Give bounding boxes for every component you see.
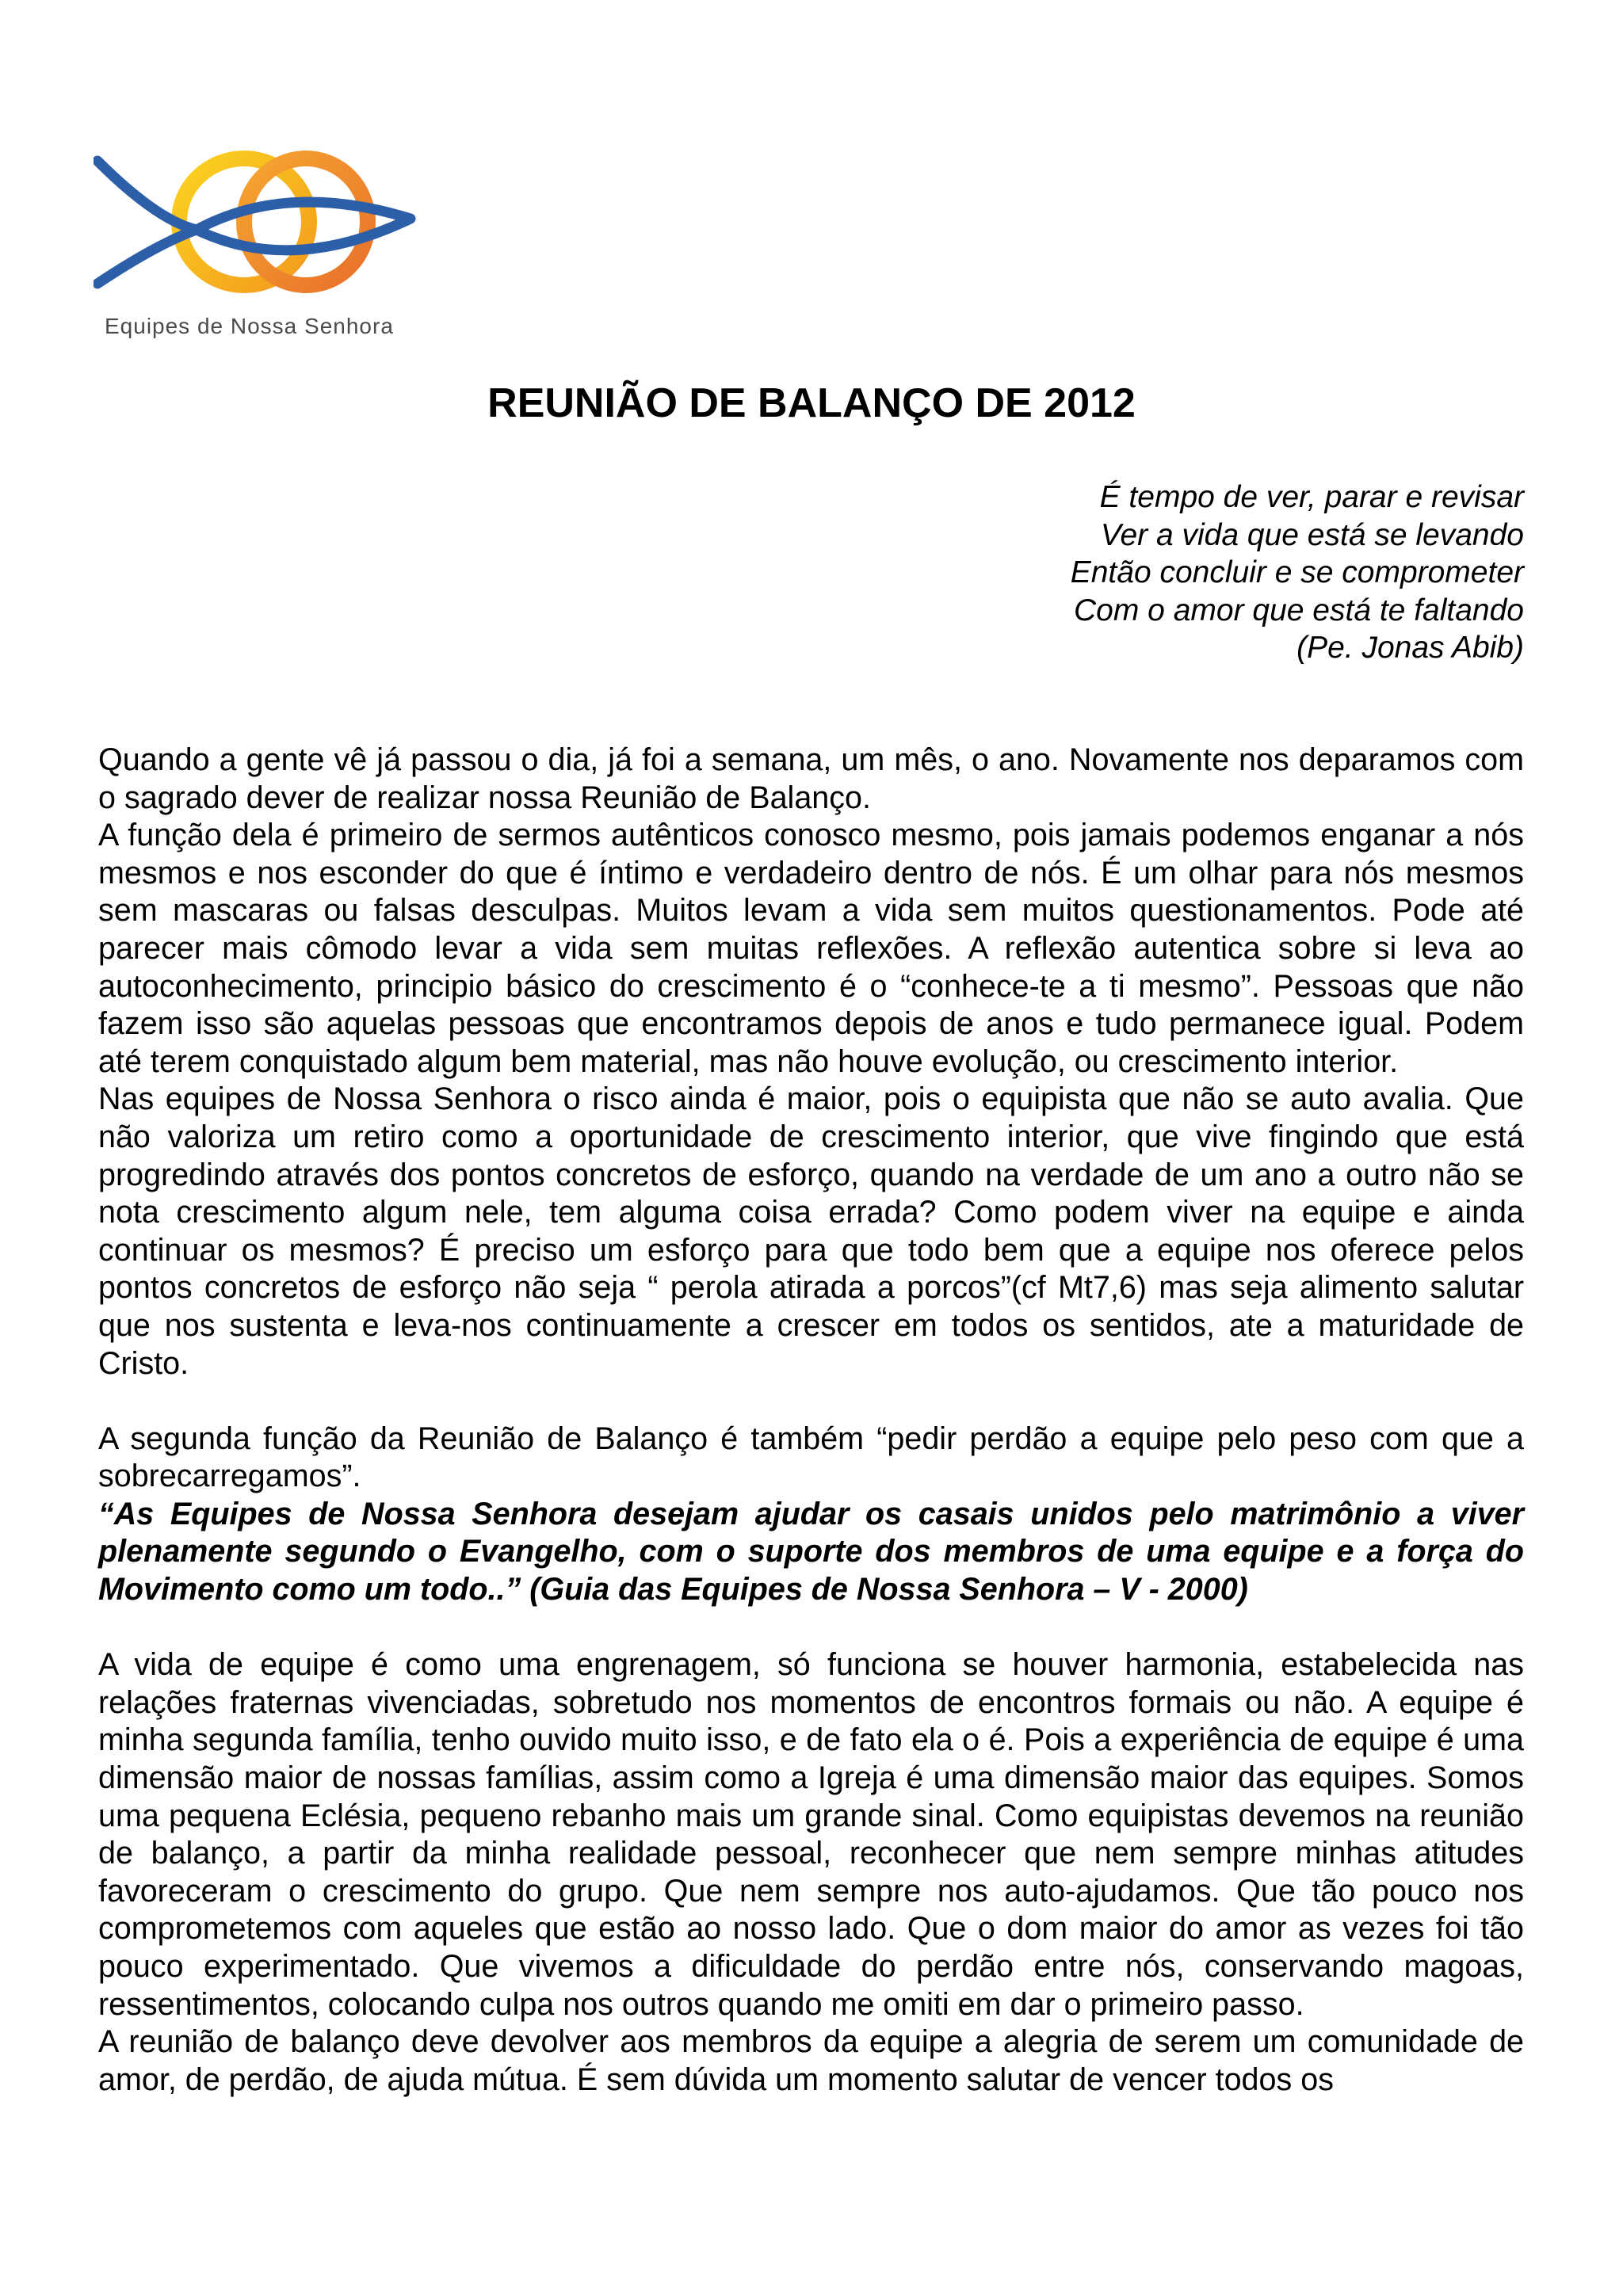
epigraph-poem [811, 479, 1524, 667]
fish-rings-icon [94, 141, 426, 307]
poem-line: Com o amor que está te faltando [1074, 593, 1524, 627]
paragraph-spacer [98, 1609, 1524, 1647]
document-body [98, 742, 1524, 2099]
paragraph: Quando a gente vê já passou o dia, já foi a semana, um mês, o ano. Novamente nos deparamos com o sagrado dever de realizar nossa Reunião de Balanço. [98, 742, 1524, 815]
paragraph: A função dela é primeiro de sermos autênticos conosco mesmo, pois jamais podemos enganar a nós mesmos e nos esconder do que é íntimo e verdadeiro dentro de nós. É um olhar para nós mesmos sem mascaras ou falsas desculpas. Muitos levam a vida sem muitos questionamentos. Pode até parecer mais cômodo levar a vida sem muitas reflexões. A reflexão autentica sobre si leva ao autoconhecimento, principio básico do crescimento é o “conhece-te a ti mesmo”. Pessoas que não fazem isso são aquelas pessoas que encontramos depois de anos e tudo permanece igual. Podem até terem conquistado algum bem material, mas não houve evolução, ou crescimento interior. [98, 818, 1524, 1079]
poem-author: (Pe. Jonas Abib) [1296, 631, 1524, 666]
paragraph: A reunião de balanço deve devolver aos membros da equipe a alegria de serem um comunidade de amor, de perdão, de ajuda mútua. É sem dúvida um momento salutar de vencer todos os [98, 2024, 1524, 2097]
page-title: REUNIÃO DE BALANÇO DE 2012 [487, 380, 1136, 426]
paragraph: Nas equipes de Nossa Senhora o risco ainda é maior, pois o equipista que não se auto avalia. Que não valoriza um retiro como a oportunidade de crescimento interior, que vive fingindo que está progredindo através dos pontos concretos de esforço, quando na verdade de um ano a outro não se nota crescimento algum nele, tem alguma coisa errada? Como podem viver na equipe e ainda continuar os mesmos? É preciso um esforço para que todo bem que a equipe nos oferece pelos pontos concretos de esforço não seja “ perola atirada a porcos”(cf Mt7,6) mas seja alimento salutar que nos sustenta e leva-nos continuamente a crescer em todos os sentidos, ate a maturidade de Cristo. [98, 1081, 1524, 1381]
poem-line: Então concluir e se comprometer [1070, 555, 1524, 590]
paragraph: A vida de equipe é como uma engrenagem, só funciona se houver harmonia, estabelecida nas relações fraternas vivenciadas, sobretudo nos momentos de encontros formais ou não. A equipe é minha segunda família, tenho ouvido muito isso, e de fato ela o é. Pois a experiência de equipe é uma dimensão maior de nossas famílias, assim como a Igreja é uma dimensão maior das equipes. Somos uma pequena Eclésia, pequeno rebanho mais um grande sinal. Como equipistas devemos na reunião de balanço, a partir da minha realidade pessoal, reconhecer que nem sempre minhas atitudes favoreceram o crescimento do grupo. Que nem sempre nos auto-ajudamos. Que tão pouco nos comprometemos com aqueles que estão ao nosso lado. Que o dom maior do amor as vezes foi tão pouco experimentado. Que vivemos a dificuldade do perdão entre nós, conservando magoas, ressentimentos, colocando culpa nos outros quando me omiti em dar o primeiro passo. [98, 1647, 1524, 2022]
poem-line: Ver a vida que está se levando [1100, 517, 1524, 552]
guide-quote: “As Equipes de Nossa Senhora desejam ajudar os casais unidos pelo matrimônio a viver plenamente segundo o Evangelho, com o suporte dos membros de uma equipe e a força do Movimento como um todo..” (Guia das Equipes de Nossa Senhora – V - 2000) [98, 1496, 1524, 1608]
paragraph: A segunda função da Reunião de Balanço é também “pedir perdão a equipe pelo peso com que a sobrecarregamos”. [98, 1421, 1524, 1494]
poem-line: É tempo de ver, parar e revisar [1099, 480, 1524, 514]
ens-logo [94, 141, 426, 347]
paragraph-spacer [98, 1383, 1524, 1421]
logo-caption: Equipes de Nossa Senhora [105, 314, 394, 338]
